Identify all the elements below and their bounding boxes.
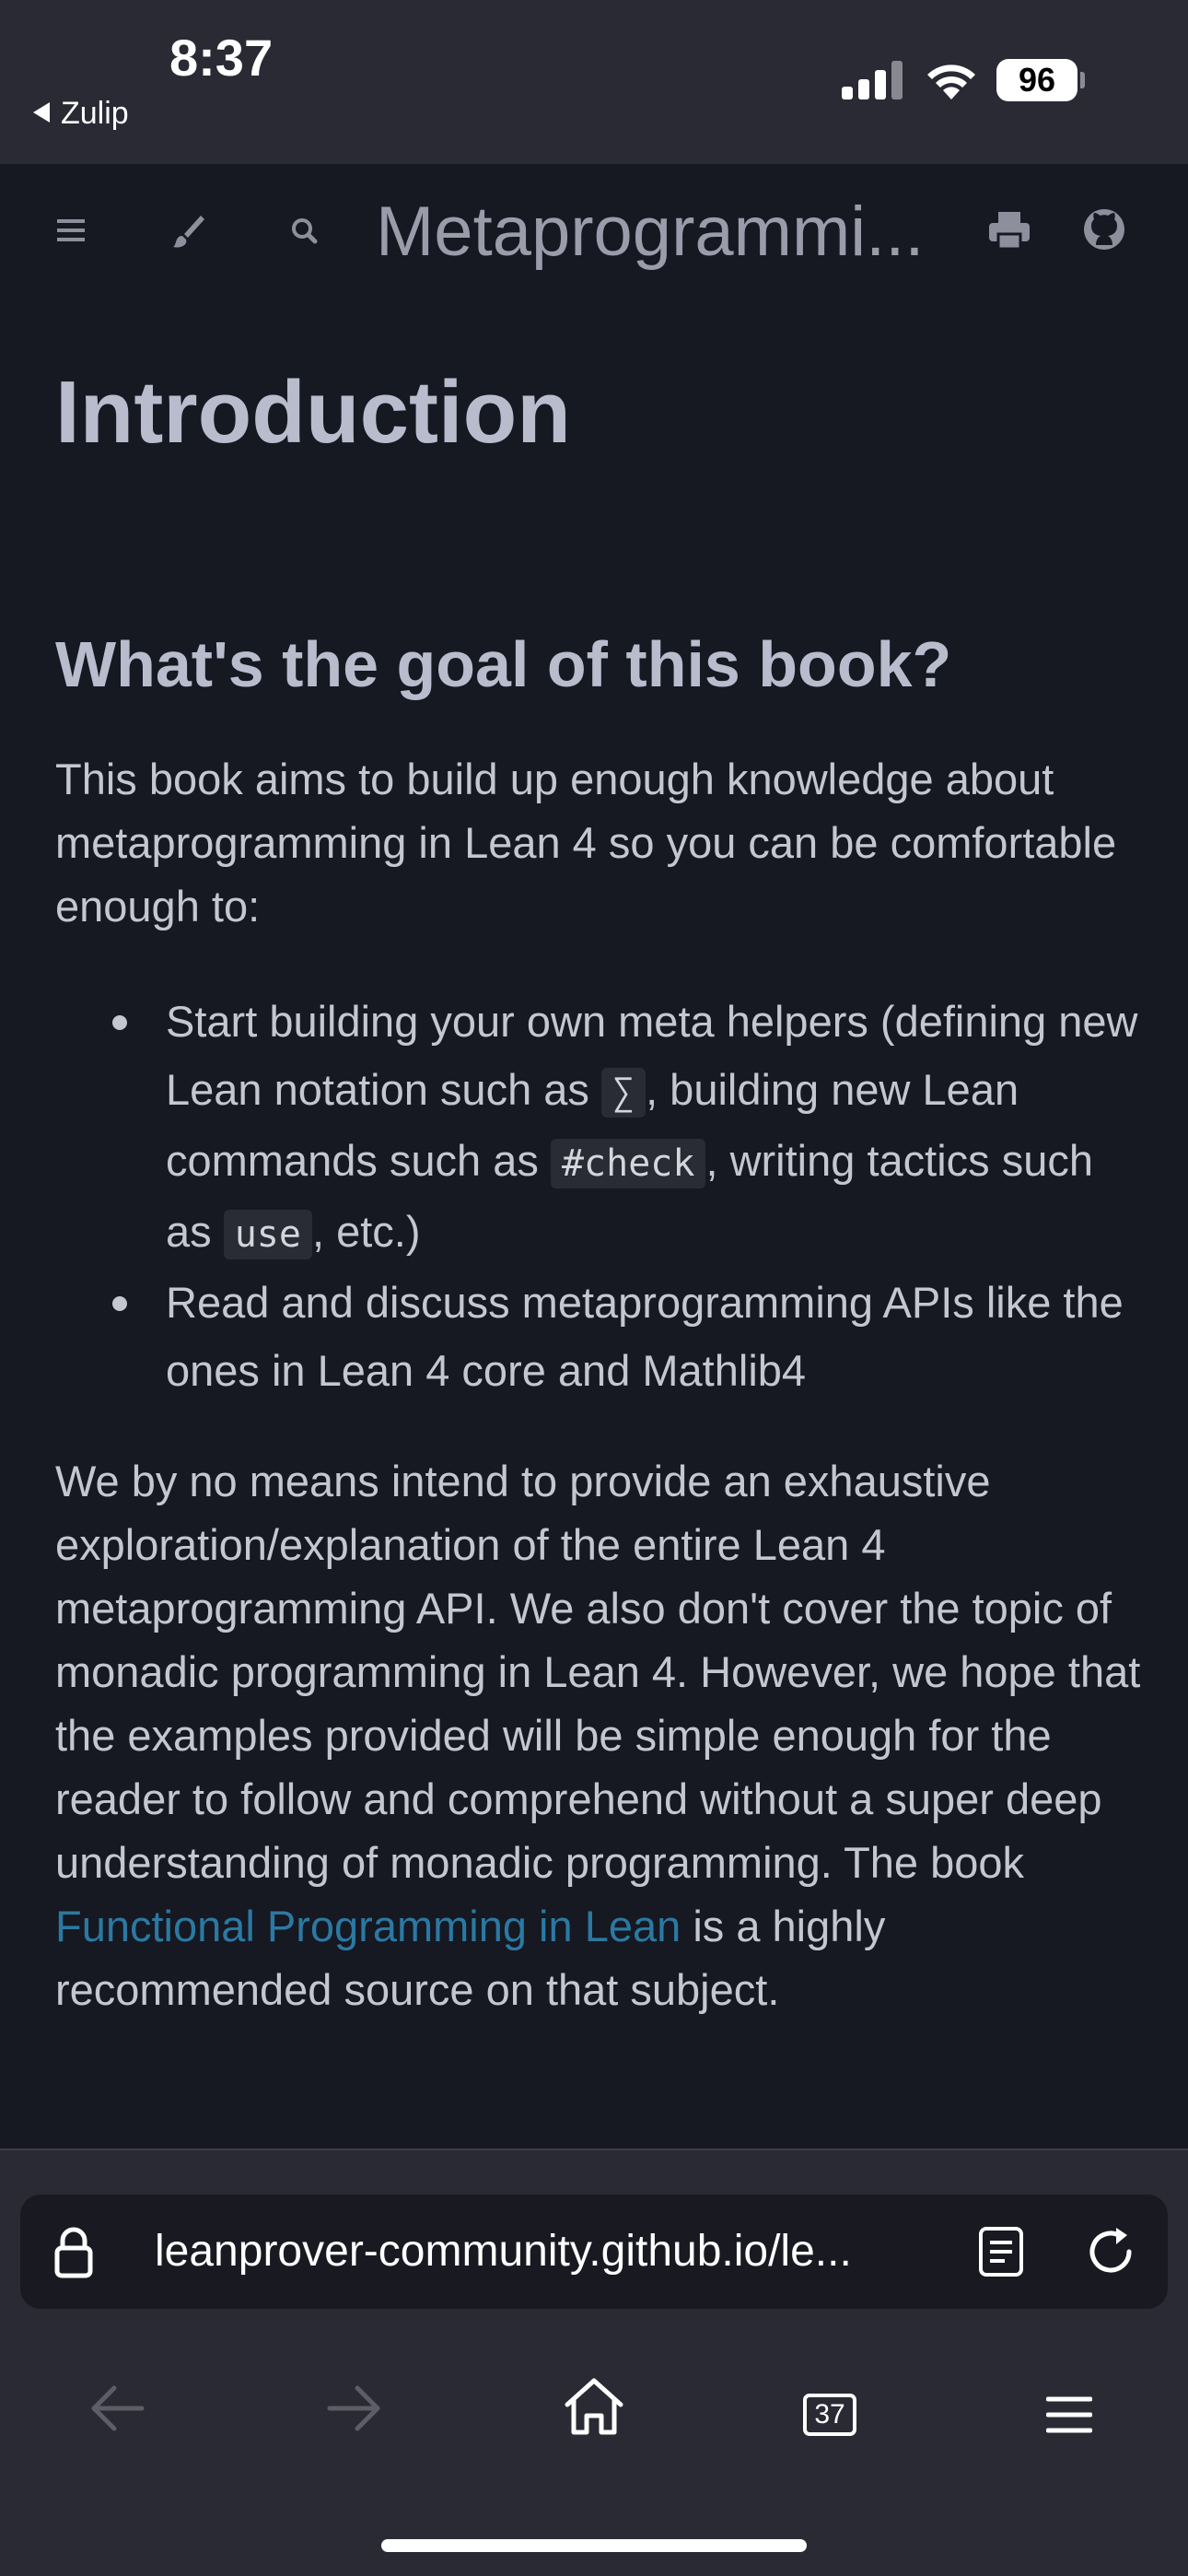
back-app-label: Zulip bbox=[61, 96, 129, 131]
status-time: 8:37 bbox=[169, 29, 274, 87]
wifi-icon bbox=[923, 57, 980, 101]
check-code: #check bbox=[551, 1139, 706, 1188]
url-text[interactable]: leanprover-community.github.io/le... bbox=[155, 2227, 852, 2276]
book-header bbox=[0, 164, 1188, 302]
fp-in-lean-link[interactable]: Functional Programming in Lean bbox=[55, 1902, 681, 1951]
goal-list bbox=[55, 988, 1142, 1405]
battery-tip bbox=[1080, 72, 1085, 88]
bullet1-text-3: , writing tactics such as bbox=[166, 1136, 1093, 1257]
use-code: use bbox=[224, 1210, 312, 1259]
github-icon[interactable] bbox=[1083, 208, 1125, 251]
home-icon[interactable] bbox=[562, 2377, 626, 2436]
brush-icon[interactable] bbox=[171, 208, 204, 252]
address-bar[interactable] bbox=[20, 2195, 1168, 2309]
forward-arrow-icon[interactable] bbox=[324, 2383, 383, 2434]
battery-icon: 96 bbox=[996, 59, 1077, 101]
sum-code: ∑ bbox=[601, 1068, 646, 1118]
print-icon[interactable] bbox=[987, 208, 1031, 252]
menu-icon[interactable] bbox=[57, 208, 87, 252]
scope-text: We by no means intend to provide an exhaustive exploration/explanation of the entire Lean 4 metaprogramming API. We also don't cover the topic of monadic programming in Lean 4. However, we hope that the examples provided will be simple enough for the reader to follow and comprehend without a super deep understanding of monadic programming. The book bbox=[55, 1457, 1141, 1888]
scope-paragraph bbox=[55, 1449, 1142, 2021]
back-triangle-icon bbox=[33, 102, 50, 123]
intro-paragraph: This book aims to build up enough knowledge about metaprogramming in Lean 4 so you can be comfortable enough to: bbox=[55, 755, 1117, 931]
tab-count: 37 bbox=[814, 2399, 845, 2430]
section-heading: What's the goal of this book? bbox=[55, 628, 952, 701]
back-to-app-link[interactable] bbox=[33, 96, 129, 132]
scope-text-end: is a highly recommended source on that subject. bbox=[55, 1902, 886, 2015]
signal-icon bbox=[842, 61, 903, 100]
hamburger-icon[interactable] bbox=[1046, 2395, 1092, 2434]
page-title: Introduction bbox=[55, 363, 571, 462]
tabs-icon[interactable] bbox=[803, 2394, 856, 2436]
bullet1-text-4: , etc.) bbox=[311, 1207, 421, 1257]
page-content bbox=[55, 359, 1142, 2021]
back-arrow-icon[interactable] bbox=[88, 2383, 147, 2434]
home-indicator[interactable] bbox=[381, 2539, 807, 2552]
bullet1-text-2: , building new Lean commands such as bbox=[166, 1065, 1019, 1186]
lock-icon bbox=[53, 2224, 94, 2279]
book-title: Metaprogrammi... bbox=[376, 193, 925, 271]
list-item: Read and discuss metaprogramming APIs like the ones in Lean 4 core and Mathlib4 bbox=[166, 1269, 1142, 1405]
list-item bbox=[166, 988, 1142, 1269]
reload-icon[interactable] bbox=[1083, 2224, 1138, 2279]
status-bar bbox=[0, 0, 1188, 164]
reader-icon[interactable] bbox=[978, 2226, 1024, 2277]
bullet1-text-1: Start building your own meta helpers (defining new Lean notation such as bbox=[166, 997, 1138, 1115]
search-icon[interactable] bbox=[289, 208, 322, 252]
